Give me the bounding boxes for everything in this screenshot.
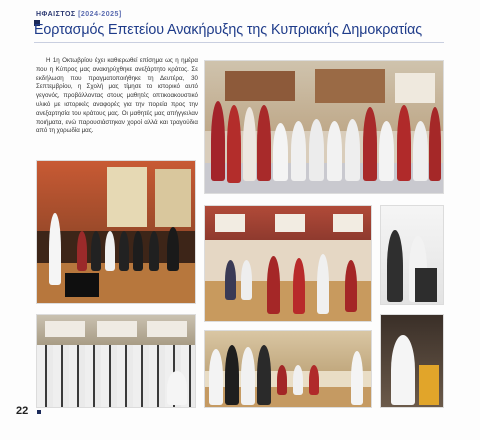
article-body: Η 1η Οκτωβρίου έχει καθιερωθεί επίσημα ως η ημέρα που η Κύπρος μας ανακηρύχθηκε ανεξάρτητο κράτος. Σε εκδήλωση που πραγματοποιήθηκε τη Δευτέρα, 30 Σεπτεμβρίου, η Σχολή μας τίμησε το ιστορικό αυτό γεγονός, προβάλλοντας στους μαθητές οπτικοακουστικό υλικό με ιστορικές αναφορές για την πορεία προς την ανεξαρτησία του κράτους μας. Οι μαθητές μας απήγγειλαν ποιήματα, ενώ παρουσιάστηκαν χοροί αλλά και τραγούδια από τη χορωδία μας. bbox=[36, 57, 198, 135]
photo-orchestra-stage bbox=[36, 160, 196, 304]
header-text bbox=[36, 11, 122, 18]
article-title: Εορτασμός Επετείου Ανακήρυξης της Κυπριακής Δημοκρατίας bbox=[34, 22, 423, 38]
magazine-years: [2024-2025] bbox=[78, 11, 122, 18]
photo-group-dancers bbox=[204, 60, 444, 194]
photo-student-speaker bbox=[380, 205, 444, 305]
photo-student-reciting bbox=[380, 314, 444, 408]
photo-students-dancing bbox=[204, 205, 372, 322]
title-divider bbox=[34, 42, 444, 43]
magazine-name: ΗΦΑΙΣΤΟΣ bbox=[36, 11, 76, 18]
footer-square-mark bbox=[37, 410, 41, 414]
photo-choir bbox=[204, 330, 372, 408]
page-number: 22 bbox=[16, 405, 29, 417]
photo-audience bbox=[36, 314, 196, 408]
